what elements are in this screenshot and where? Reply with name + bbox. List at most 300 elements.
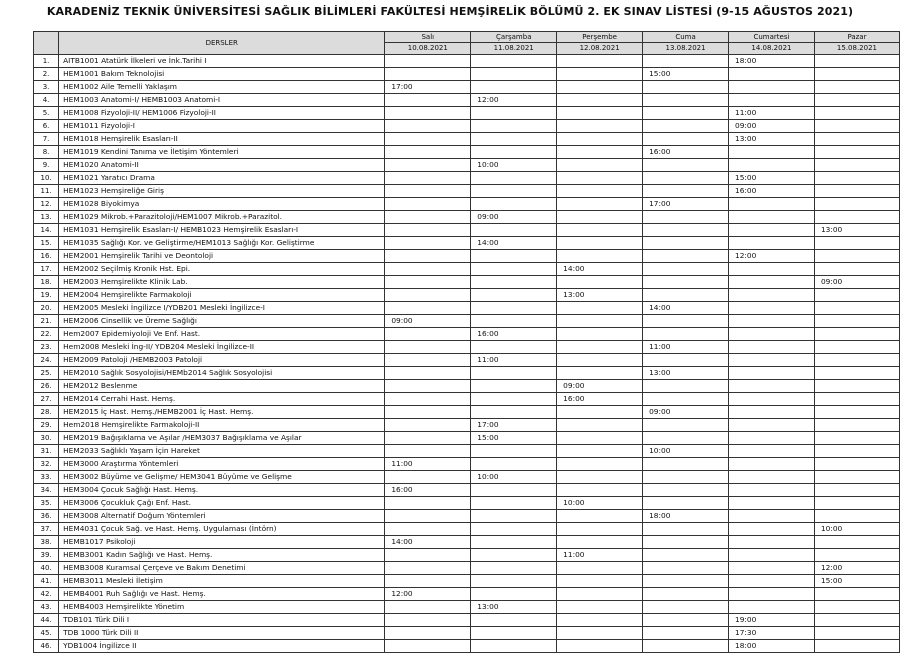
exam-time-cell — [729, 367, 815, 380]
exam-time-cell — [643, 484, 729, 497]
day-name-header: Pazar — [814, 32, 899, 43]
course-name: HEM2003 Hemşirelikte Klinik Lab. — [59, 276, 385, 289]
exam-time-cell — [643, 354, 729, 367]
table-row — [34, 510, 900, 523]
exam-time-cell: 09:00 — [729, 120, 815, 133]
exam-time-cell — [729, 159, 815, 172]
course-name: HEM2012 Beslenme — [59, 380, 385, 393]
table-row — [34, 445, 900, 458]
course-name: HEM1029 Mikrob.+Parazitoloji/HEM1007 Mikrob.+Parazitol. — [59, 211, 385, 224]
exam-time-cell — [557, 523, 643, 536]
table-row — [34, 55, 900, 68]
exam-time-cell — [471, 107, 557, 120]
row-number: 36. — [34, 510, 59, 523]
table-row — [34, 185, 900, 198]
exam-time-cell — [385, 302, 471, 315]
exam-time-cell — [471, 302, 557, 315]
exam-time-cell — [729, 562, 815, 575]
exam-time-cell — [557, 120, 643, 133]
exam-time-cell — [729, 536, 815, 549]
exam-time-cell — [385, 562, 471, 575]
day-name-header: Cuma — [643, 32, 729, 43]
exam-time-cell — [729, 289, 815, 302]
exam-time-cell — [471, 185, 557, 198]
exam-time-cell: 15:00 — [471, 432, 557, 445]
table-row — [34, 94, 900, 107]
exam-time-cell: 16:00 — [385, 484, 471, 497]
row-number: 32. — [34, 458, 59, 471]
row-number: 26. — [34, 380, 59, 393]
exam-time-cell: 10:00 — [643, 445, 729, 458]
exam-time-cell — [729, 146, 815, 159]
exam-time-cell — [385, 120, 471, 133]
day-date-header: 13.08.2021 — [643, 43, 729, 55]
exam-time-cell — [471, 224, 557, 237]
day-name-header: Salı — [385, 32, 471, 43]
exam-time-cell — [557, 68, 643, 81]
exam-time-cell — [385, 419, 471, 432]
table-row — [34, 198, 900, 211]
course-name: HEM3008 Alternatif Doğum Yöntemleri — [59, 510, 385, 523]
row-number: 29. — [34, 419, 59, 432]
row-number: 45. — [34, 627, 59, 640]
exam-time-cell — [729, 445, 815, 458]
exam-time-cell — [814, 107, 899, 120]
table-row — [34, 419, 900, 432]
row-number: 3. — [34, 81, 59, 94]
table-row — [34, 640, 900, 653]
table-row — [34, 146, 900, 159]
exam-time-cell — [385, 510, 471, 523]
exam-time-cell — [557, 614, 643, 627]
table-row — [34, 627, 900, 640]
exam-time-cell — [729, 237, 815, 250]
exam-time-cell — [643, 133, 729, 146]
table-row — [34, 497, 900, 510]
course-name: HEMB3008 Kuramsal Çerçeve ve Bakım Denetimi — [59, 562, 385, 575]
exam-time-cell — [729, 263, 815, 276]
exam-time-cell — [814, 367, 899, 380]
row-number: 17. — [34, 263, 59, 276]
row-number: 7. — [34, 133, 59, 146]
exam-time-cell — [814, 419, 899, 432]
row-number: 8. — [34, 146, 59, 159]
day-date-header: 14.08.2021 — [729, 43, 815, 55]
row-number: 38. — [34, 536, 59, 549]
exam-time-cell — [471, 614, 557, 627]
table-row — [34, 172, 900, 185]
exam-time-cell: 09:00 — [557, 380, 643, 393]
exam-time-cell — [814, 406, 899, 419]
course-name: HEMB4003 Hemşirelikte Yönetim — [59, 601, 385, 614]
exam-time-cell — [385, 133, 471, 146]
exam-time-cell: 12:00 — [814, 562, 899, 575]
exam-time-cell — [471, 120, 557, 133]
table-row — [34, 341, 900, 354]
table-row — [34, 133, 900, 146]
table-row — [34, 588, 900, 601]
row-number: 20. — [34, 302, 59, 315]
exam-time-cell — [471, 445, 557, 458]
exam-time-cell — [643, 328, 729, 341]
day-date-header: 11.08.2021 — [471, 43, 557, 55]
exam-time-cell — [385, 614, 471, 627]
exam-time-cell — [643, 588, 729, 601]
exam-time-cell — [557, 107, 643, 120]
exam-time-cell — [643, 94, 729, 107]
course-name: HEM4031 Çocuk Sağ. ve Hast. Hemş. Uygulaması (İntörn) — [59, 523, 385, 536]
table-row — [34, 120, 900, 133]
exam-time-cell — [643, 601, 729, 614]
course-name: HEM2010 Sağlık Sosyolojisi/HEMb2014 Sağlık Sosyolojisi — [59, 367, 385, 380]
exam-time-cell — [471, 289, 557, 302]
course-name: TDB101 Türk Dili I — [59, 614, 385, 627]
exam-time-cell: 10:00 — [814, 523, 899, 536]
course-name: HEM1018 Hemşirelik Esasları-II — [59, 133, 385, 146]
exam-time-cell — [643, 575, 729, 588]
exam-time-cell: 18:00 — [729, 640, 815, 653]
row-number: 6. — [34, 120, 59, 133]
course-name: HEM1019 Kendini Tanıma ve İletişim Yöntemleri — [59, 146, 385, 159]
day-name-header: Cumartesi — [729, 32, 815, 43]
table-row — [34, 250, 900, 263]
exam-time-cell — [557, 445, 643, 458]
course-name: Hem2007 Epidemiyoloji Ve Enf. Hast. — [59, 328, 385, 341]
exam-time-cell — [643, 107, 729, 120]
exam-time-cell — [729, 276, 815, 289]
course-name: HEM1020 Anatomi-II — [59, 159, 385, 172]
table-row — [34, 523, 900, 536]
exam-time-cell — [471, 393, 557, 406]
exam-time-cell — [557, 133, 643, 146]
exam-time-cell — [385, 380, 471, 393]
exam-time-cell — [729, 406, 815, 419]
exam-time-cell — [385, 627, 471, 640]
exam-time-cell — [814, 81, 899, 94]
exam-time-cell — [471, 523, 557, 536]
table-row — [34, 380, 900, 393]
exam-time-cell — [814, 198, 899, 211]
exam-time-cell — [643, 289, 729, 302]
exam-time-cell — [729, 68, 815, 81]
exam-time-cell — [814, 614, 899, 627]
exam-time-cell — [814, 484, 899, 497]
exam-time-cell — [557, 237, 643, 250]
day-date-header: 10.08.2021 — [385, 43, 471, 55]
table-row — [34, 406, 900, 419]
exam-time-cell — [385, 601, 471, 614]
row-number: 25. — [34, 367, 59, 380]
course-name: HEM1031 Hemşirelik Esasları-I/ HEMB1023 Hemşirelik Esasları-I — [59, 224, 385, 237]
exam-time-cell: 11:00 — [471, 354, 557, 367]
exam-time-cell — [814, 159, 899, 172]
exam-time-cell — [385, 575, 471, 588]
exam-time-cell — [729, 211, 815, 224]
course-name: HEM1023 Hemşireliğe Giriş — [59, 185, 385, 198]
exam-time-cell — [471, 575, 557, 588]
exam-time-cell: 13:00 — [814, 224, 899, 237]
course-name: TDB 1000 Türk Dili II — [59, 627, 385, 640]
exam-time-cell: 18:00 — [729, 55, 815, 68]
exam-time-cell — [643, 55, 729, 68]
row-number: 13. — [34, 211, 59, 224]
exam-time-cell — [643, 172, 729, 185]
course-name: HEM3006 Çocukluk Çağı Enf. Hast. — [59, 497, 385, 510]
exam-time-cell: 15:00 — [643, 68, 729, 81]
exam-time-cell — [557, 627, 643, 640]
exam-time-cell — [729, 315, 815, 328]
course-name: HEMB3011 Mesleki İletişim — [59, 575, 385, 588]
exam-time-cell — [557, 575, 643, 588]
exam-time-cell — [557, 367, 643, 380]
exam-time-cell — [557, 302, 643, 315]
table-row — [34, 367, 900, 380]
exam-time-cell — [814, 146, 899, 159]
table-row — [34, 328, 900, 341]
table-row — [34, 159, 900, 172]
exam-time-cell — [729, 458, 815, 471]
exam-time-cell — [385, 107, 471, 120]
course-name: HEM2004 Hemşirelikte Farmakoloji — [59, 289, 385, 302]
table-row — [34, 289, 900, 302]
exam-time-cell — [643, 315, 729, 328]
exam-time-cell — [643, 380, 729, 393]
exam-time-cell — [557, 276, 643, 289]
row-number: 11. — [34, 185, 59, 198]
exam-time-cell — [643, 419, 729, 432]
exam-time-cell: 12:00 — [385, 588, 471, 601]
course-name: AITB1001 Atatürk İlkeleri ve İnk.Tarihi I — [59, 55, 385, 68]
exam-time-cell — [471, 315, 557, 328]
table-row — [34, 224, 900, 237]
exam-time-cell — [643, 81, 729, 94]
exam-time-cell — [385, 549, 471, 562]
exam-time-cell: 17:00 — [385, 81, 471, 94]
exam-time-cell — [729, 523, 815, 536]
exam-time-cell: 11:00 — [729, 107, 815, 120]
exam-time-cell — [729, 94, 815, 107]
exam-time-cell: 12:00 — [729, 250, 815, 263]
row-number: 5. — [34, 107, 59, 120]
exam-time-cell — [557, 341, 643, 354]
row-number: 39. — [34, 549, 59, 562]
exam-time-cell — [385, 94, 471, 107]
exam-time-cell — [385, 224, 471, 237]
table-row — [34, 458, 900, 471]
row-number: 9. — [34, 159, 59, 172]
course-name: HEMB4001 Ruh Sağlığı ve Hast. Hemş. — [59, 588, 385, 601]
exam-time-cell — [643, 471, 729, 484]
exam-time-cell — [471, 406, 557, 419]
exam-time-cell — [643, 120, 729, 133]
exam-time-cell: 18:00 — [643, 510, 729, 523]
exam-time-cell — [643, 224, 729, 237]
exam-time-cell: 11:00 — [643, 341, 729, 354]
exam-time-cell — [385, 406, 471, 419]
exam-time-cell — [471, 484, 557, 497]
exam-time-cell — [385, 471, 471, 484]
exam-time-cell — [385, 146, 471, 159]
row-number: 1. — [34, 55, 59, 68]
exam-time-cell — [643, 497, 729, 510]
course-name: HEM1008 Fizyoloji-II/ HEM1006 Fizyoloji-II — [59, 107, 385, 120]
exam-time-cell — [471, 549, 557, 562]
exam-time-cell — [471, 81, 557, 94]
exam-time-cell — [557, 159, 643, 172]
exam-time-cell — [557, 328, 643, 341]
day-name-header: Çarşamba — [471, 32, 557, 43]
exam-time-cell — [471, 146, 557, 159]
course-name: HEM3000 Araştırma Yöntemleri — [59, 458, 385, 471]
exam-time-cell — [557, 81, 643, 94]
row-number: 16. — [34, 250, 59, 263]
exam-time-cell: 15:00 — [729, 172, 815, 185]
exam-time-cell — [814, 68, 899, 81]
course-name: HEM2005 Mesleki İngilizce I/YDB201 Mesleki İngilizce-I — [59, 302, 385, 315]
exam-time-cell — [471, 497, 557, 510]
exam-time-cell: 16:00 — [643, 146, 729, 159]
course-name: HEM2002 Seçilmiş Kronik Hst. Epi. — [59, 263, 385, 276]
exam-time-cell — [729, 341, 815, 354]
exam-time-cell — [557, 510, 643, 523]
row-number: 4. — [34, 94, 59, 107]
row-number: 24. — [34, 354, 59, 367]
exam-time-cell: 14:00 — [471, 237, 557, 250]
exam-time-cell — [814, 94, 899, 107]
exam-time-cell — [385, 172, 471, 185]
exam-time-cell — [385, 432, 471, 445]
exam-time-cell: 16:00 — [729, 185, 815, 198]
exam-time-cell — [729, 484, 815, 497]
exam-time-cell — [643, 640, 729, 653]
row-number: 21. — [34, 315, 59, 328]
exam-time-cell — [729, 575, 815, 588]
exam-time-cell — [643, 185, 729, 198]
exam-time-cell — [471, 133, 557, 146]
exam-time-cell: 14:00 — [557, 263, 643, 276]
course-name: HEM3002 Büyüme ve Gelişme/ HEM3041 Büyüme ve Gelişme — [59, 471, 385, 484]
table-row — [34, 562, 900, 575]
exam-time-cell — [814, 289, 899, 302]
exam-time-cell — [385, 159, 471, 172]
exam-schedule-table — [33, 31, 900, 653]
exam-time-cell — [643, 211, 729, 224]
exam-time-cell — [729, 601, 815, 614]
row-number: 10. — [34, 172, 59, 185]
exam-time-cell — [471, 276, 557, 289]
exam-time-cell — [557, 315, 643, 328]
row-number: 42. — [34, 588, 59, 601]
exam-time-cell — [814, 250, 899, 263]
exam-time-cell — [471, 640, 557, 653]
exam-time-cell — [557, 601, 643, 614]
course-name: Hem2018 Hemşirelikte Farmakoloji-II — [59, 419, 385, 432]
exam-time-cell — [471, 588, 557, 601]
row-number: 27. — [34, 393, 59, 406]
exam-time-cell — [729, 393, 815, 406]
exam-time-cell — [814, 601, 899, 614]
exam-time-cell — [729, 549, 815, 562]
exam-time-cell — [471, 380, 557, 393]
course-name: HEM2006 Cinsellik ve Üreme Sağlığı — [59, 315, 385, 328]
exam-time-cell — [385, 445, 471, 458]
exam-time-cell — [385, 198, 471, 211]
table-row — [34, 302, 900, 315]
exam-time-cell — [814, 172, 899, 185]
exam-time-cell — [557, 562, 643, 575]
table-row — [34, 107, 900, 120]
exam-time-cell: 10:00 — [471, 471, 557, 484]
course-name: HEM1001 Bakım Teknolojisi — [59, 68, 385, 81]
table-row — [34, 354, 900, 367]
exam-time-cell — [471, 250, 557, 263]
row-number: 18. — [34, 276, 59, 289]
exam-time-cell — [729, 198, 815, 211]
exam-time-cell — [643, 627, 729, 640]
exam-time-cell — [471, 172, 557, 185]
exam-time-cell — [385, 523, 471, 536]
exam-time-cell: 16:00 — [557, 393, 643, 406]
exam-time-cell — [643, 562, 729, 575]
exam-time-cell — [814, 445, 899, 458]
exam-time-cell — [729, 588, 815, 601]
exam-time-cell — [643, 237, 729, 250]
schedule-body — [34, 55, 900, 653]
exam-time-cell — [814, 458, 899, 471]
exam-time-cell: 14:00 — [385, 536, 471, 549]
exam-time-cell — [471, 341, 557, 354]
exam-time-cell — [385, 341, 471, 354]
exam-time-cell — [814, 510, 899, 523]
exam-time-cell — [814, 393, 899, 406]
exam-time-cell — [814, 536, 899, 549]
exam-time-cell — [729, 81, 815, 94]
exam-time-cell — [729, 432, 815, 445]
exam-time-cell: 10:00 — [471, 159, 557, 172]
exam-time-cell — [814, 341, 899, 354]
row-number: 19. — [34, 289, 59, 302]
exam-time-cell: 12:00 — [471, 94, 557, 107]
exam-time-cell — [729, 328, 815, 341]
row-number: 37. — [34, 523, 59, 536]
table-row — [34, 68, 900, 81]
exam-time-cell: 13:00 — [643, 367, 729, 380]
course-name: HEM2015 İç Hast. Hemş./HEMB2001 İç Hast. Hemş. — [59, 406, 385, 419]
course-name: HEM1003 Anatomi-I/ HEMB1003 Anatomi-I — [59, 94, 385, 107]
exam-time-cell — [557, 471, 643, 484]
exam-time-cell — [814, 263, 899, 276]
exam-time-cell — [471, 562, 557, 575]
course-column-header: DERSLER — [59, 32, 385, 55]
exam-time-cell: 13:00 — [471, 601, 557, 614]
exam-time-cell — [557, 354, 643, 367]
exam-time-cell — [557, 211, 643, 224]
exam-time-cell — [729, 419, 815, 432]
exam-time-cell: 14:00 — [643, 302, 729, 315]
exam-time-cell — [471, 367, 557, 380]
exam-time-cell — [814, 627, 899, 640]
exam-time-cell: 13:00 — [557, 289, 643, 302]
exam-time-cell — [385, 497, 471, 510]
exam-time-cell — [557, 536, 643, 549]
exam-time-cell — [471, 263, 557, 276]
exam-time-cell — [385, 237, 471, 250]
table-row — [34, 263, 900, 276]
row-number: 2. — [34, 68, 59, 81]
day-date-header: 12.08.2021 — [557, 43, 643, 55]
exam-time-cell — [385, 354, 471, 367]
exam-time-cell — [729, 302, 815, 315]
